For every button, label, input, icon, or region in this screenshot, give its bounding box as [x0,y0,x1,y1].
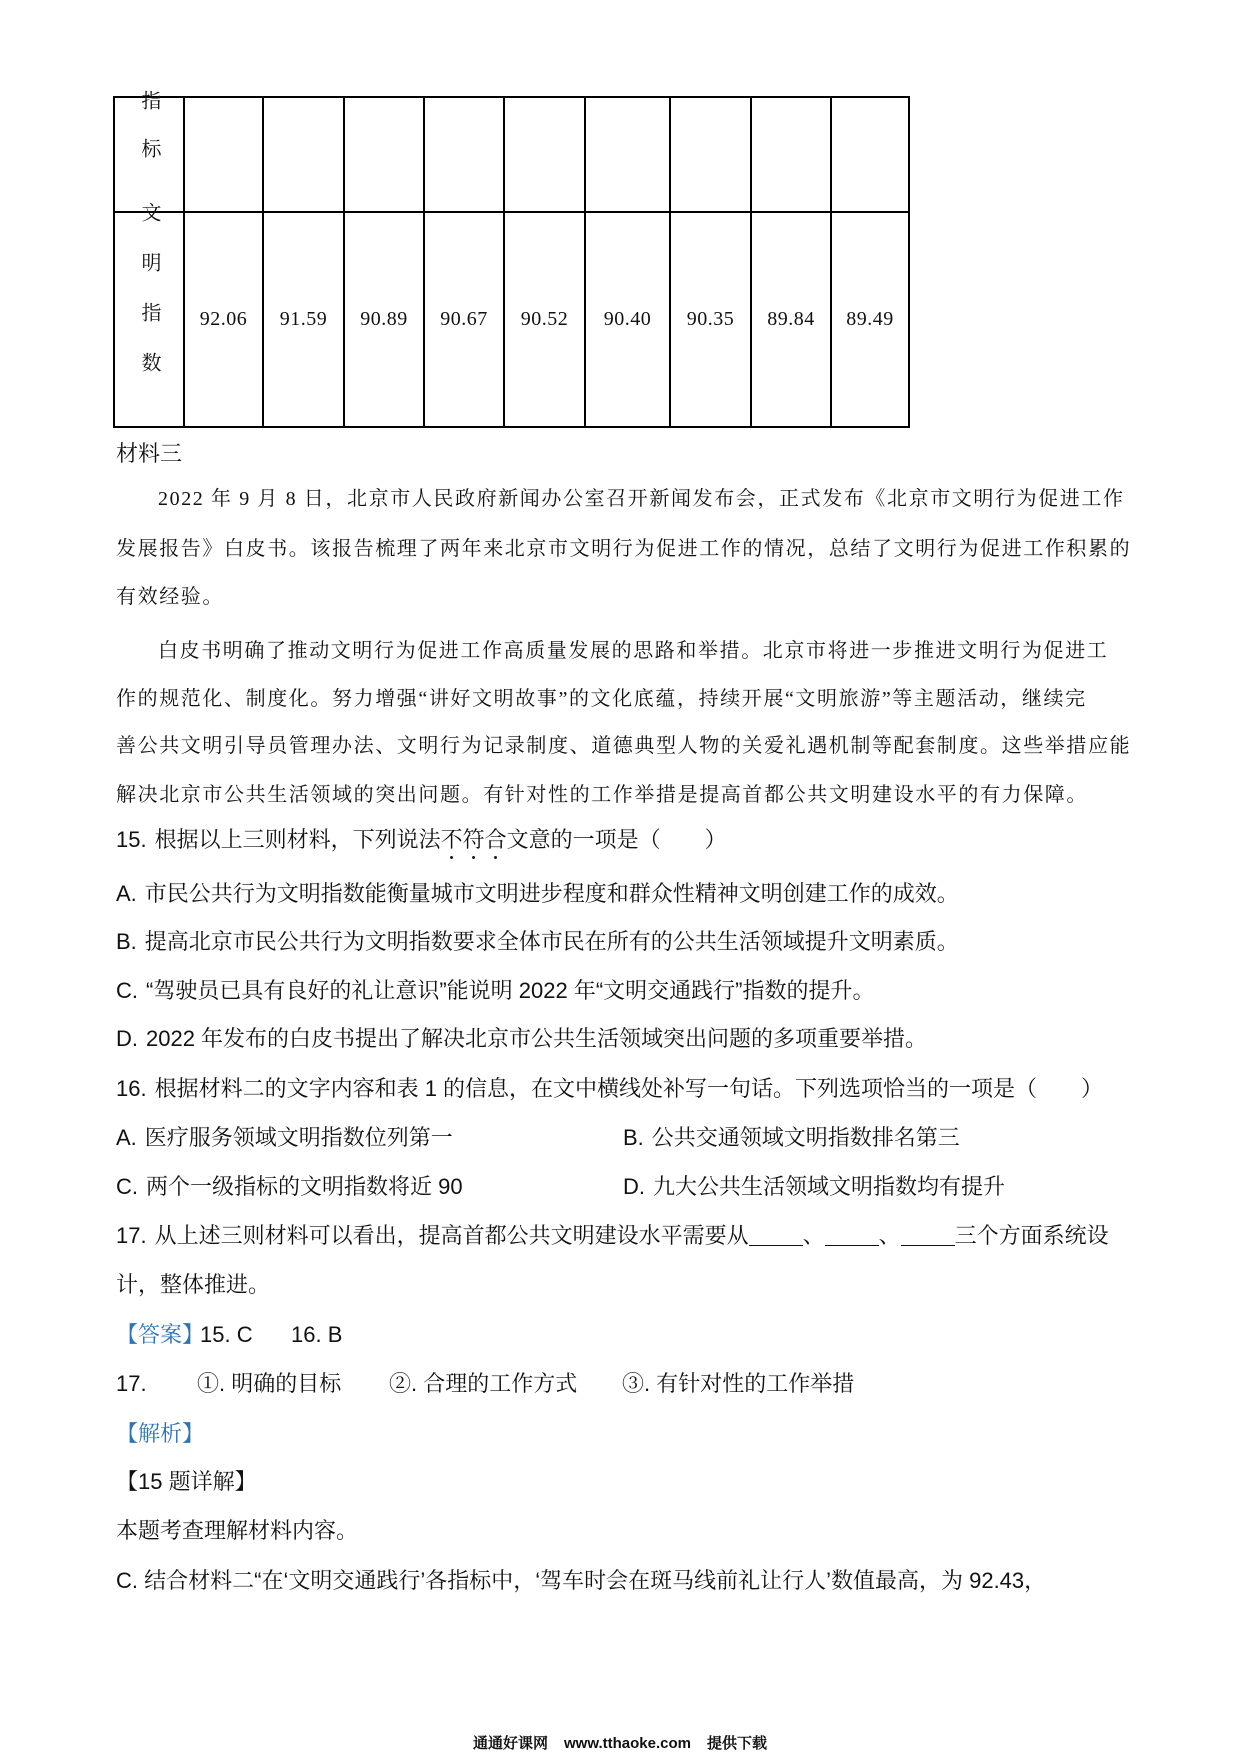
answer-blank-3 [901,1225,955,1246]
table-cell-empty [751,97,831,212]
material-paragraph-2-line: 作的规范化、制度化。努力增强“讲好文明故事”的文化底蕴，持续开展“文明旅游”等主题活动，继续完 [116,688,1087,710]
row-header-indicator: 指标 [138,89,160,186]
option-b [116,927,959,957]
footer-url: www.tthaoke.com [564,1735,691,1752]
blank-separator: 、 [802,1223,825,1248]
question-16-stem [116,1074,1103,1104]
question-number: 17. [116,1223,147,1248]
option-text: 九大公共生活领域文明指数均有提升 [653,1174,1006,1199]
option-text: 两个一级指标的文明指数将近 90 [146,1174,463,1199]
answer-label: 【答案】 [116,1322,205,1347]
option-text: 提高北京市民公共行为文明指数要求全体市民在所有的公共生活领域提升文明素质。 [144,929,959,954]
answer-q17-item-1: ①. 明确的目标 [197,1371,342,1396]
answer-q15: 15. C [200,1322,253,1347]
question-stem-text: 从上述三则材料可以看出，提高首都公共文明建设水平需要从 [154,1223,749,1248]
question-stem-text: 根据以上三则材料，下列说法 [154,827,441,852]
table-cell-empty [831,97,909,212]
option-letter: A. [116,1125,137,1150]
row-header-cell [114,89,184,212]
option-letter: C. [116,1174,138,1199]
option-letter: B. [623,1125,644,1150]
material-heading: 材料三 [116,441,183,466]
option-text: 医疗服务领域文明指数位列第一 [144,1125,453,1150]
civility-index-table [113,89,910,428]
table-cell-value: 89.84 [751,212,831,427]
option-letter: C. [116,978,138,1003]
answer-blank-1 [749,1225,803,1246]
option-text: “驾驶员已具有良好的礼让意识”能说明 2022 年“文明交通践行”指数的提升。 [146,978,875,1003]
question-15-stem [116,825,727,864]
material-paragraph-2-line: 白皮书明确了推动文明行为促进工作高质量发展的思路和举措。北京市将进一步推进文明行为促进工 [158,640,1109,662]
option-a [116,1123,453,1153]
table-cell-value: 90.35 [670,212,751,427]
option-c [116,976,874,1006]
answer-q17-number: 17. [116,1371,147,1396]
option-letter: D. [116,1026,138,1051]
option-letter: A. [116,881,137,906]
option-d [116,1024,927,1054]
emphasized-text: 不符合 [440,827,507,852]
footer-site-name: 通通好课网 [473,1735,549,1752]
question-17-stem-line-2: 计，整体推进。 [116,1272,271,1297]
footer-note: 提供下载 [706,1735,767,1752]
table-cell-value: 89.49 [831,212,909,427]
table-cell-value: 90.52 [504,212,585,427]
table-cell-empty [424,97,504,212]
option-text: 公共交通领域文明指数排名第三 [651,1125,960,1150]
table-cell-empty [504,97,585,212]
answer-q17-item-2: ②. 合理的工作方式 [389,1371,578,1396]
material-paragraph-2-line: 解决北京市公共生活领域的突出问题。有针对性的工作举措是提高首都公共文明建设水平的有力保障。 [116,784,1088,806]
table-cell-value: 90.89 [344,212,424,427]
material-paragraph-1-line: 有效经验。 [116,586,224,608]
page-footer [0,1736,1240,1752]
blank-separator: 、 [878,1223,901,1248]
option-a [116,879,959,909]
analysis-label: 【解析】 [116,1421,205,1446]
table-cell-empty [585,97,670,212]
table-cell-value: 90.67 [424,212,504,427]
option-text: 市民公共行为文明指数能衡量城市文明进步程度和群众性精神文明创建工作的成效。 [144,881,959,906]
answer-q17-item-3: ③. 有针对性的工作举措 [622,1371,855,1396]
question-stem-text: 文意的一项是（ ） [506,827,727,852]
material-paragraph-1-line: 2022 年 9 月 8 日，北京市人民政府新闻办公室召开新闻发布会，正式发布《北京市文明行为促进工作 [158,488,1125,510]
table-row-civility-index [114,212,909,427]
table-cell-value: 92.06 [184,212,263,427]
question-number: 15. [116,827,147,852]
analysis-q15-heading: 【15 题详解】 [116,1469,257,1494]
table-cell-empty [184,97,263,212]
answer-q16: 16. B [291,1322,343,1347]
option-c [116,1172,463,1202]
question-number: 16. [116,1076,147,1101]
material-paragraph-1-line: 发展报告》白皮书。该报告梳理了两年来北京市文明行为促进工作的情况，总结了文明行为促进工作积累的 [116,538,1132,560]
analysis-line: C. 结合材料二“在‘文明交通践行’各指标中，‘驾车时会在斑马线前礼让行人’数值最高，为 92.43， [116,1568,1047,1593]
table-cell-value: 90.40 [585,212,670,427]
option-d [623,1172,1005,1202]
option-b [623,1123,960,1153]
table-row-indicator [114,97,909,212]
question-stem-text: 根据材料二的文字内容和表 1 的信息，在文中横线处补写一句话。下列选项恰当的一项是（ ） [154,1076,1104,1101]
option-text: 2022 年发布的白皮书提出了解决北京市公共生活领域突出问题的多项重要举措。 [146,1026,928,1051]
question-stem-text: 三个方面系统设 [954,1223,1109,1248]
question-17-stem [116,1221,1109,1251]
table-cell-empty [670,97,751,212]
row-header-civility-index: 文明指数 [138,201,160,402]
option-letter: D. [623,1174,645,1199]
table-cell-empty [263,97,344,212]
analysis-line: 本题考查理解材料内容。 [116,1518,359,1543]
answer-blank-2 [825,1225,879,1246]
row-header-cell [114,201,184,427]
material-paragraph-2-line: 善公共文明引导员管理办法、文明行为记录制度、道德典型人物的关爱礼遇机制等配套制度。这些举措应能 [116,735,1132,757]
table-cell-empty [344,97,424,212]
option-letter: B. [116,929,137,954]
table-cell-value: 91.59 [263,212,344,427]
